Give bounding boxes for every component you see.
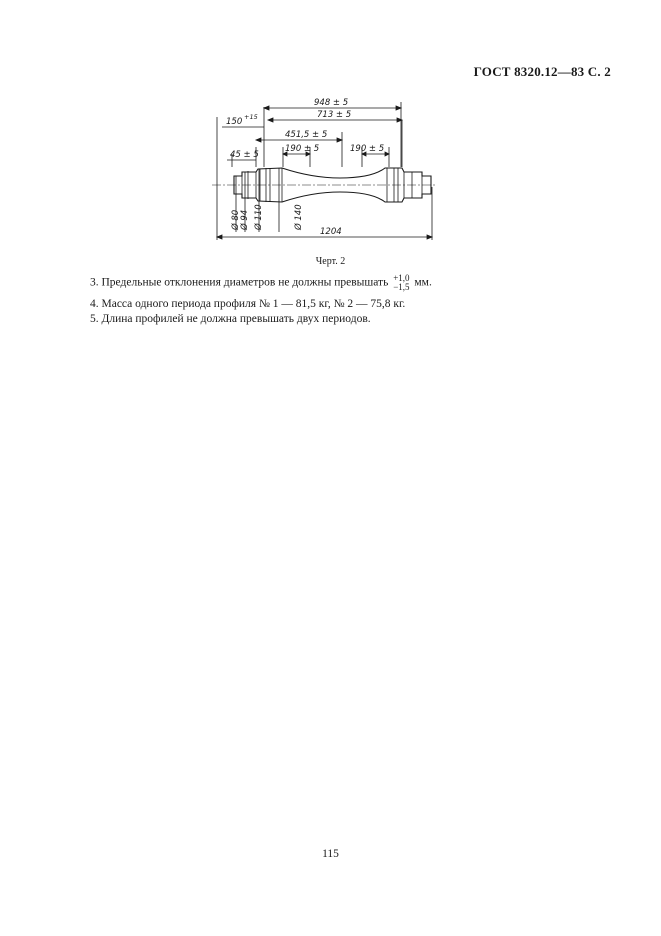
dimension-1204: 1204	[320, 227, 342, 237]
diameter-110: Ø 110	[254, 204, 264, 230]
diameter-94: Ø 94	[240, 209, 250, 230]
note-3	[90, 274, 432, 292]
note-5: 5. Длина профилей не должна превышать двух периодов.	[90, 313, 371, 325]
page-number: 115	[322, 848, 339, 860]
dimension-713: 713 ± 5	[317, 110, 352, 120]
tolerance-lower: −1,5	[393, 282, 410, 292]
dimension-948: 948 ± 5	[314, 98, 349, 108]
dimension-150-tolerance: +15	[244, 113, 258, 121]
dimension-190-right: 190 ± 5	[350, 144, 385, 154]
technical-drawing	[212, 92, 437, 242]
dimension-45: 45 ± 5	[230, 150, 259, 160]
tolerance-upper: +1,0	[393, 273, 410, 283]
diameter-140: Ø 140	[294, 204, 304, 230]
diameter-80: Ø 80	[231, 209, 241, 230]
document-header: ГОСТ 8320.12—83 С. 2	[473, 64, 611, 79]
note-4: 4. Масса одного периода профиля № 1 — 81,5 кг, № 2 — 75,8 кг.	[90, 298, 406, 310]
figure-caption: Черт. 2	[315, 256, 346, 267]
dimension-451: 451,5 ± 5	[285, 130, 328, 140]
dimension-150: 150	[226, 117, 243, 127]
note-3-text: 3. Предельные отклонения диаметров не должны превышать	[90, 276, 389, 289]
tolerance-stack	[393, 274, 409, 292]
dimension-190-left: 190 ± 5	[285, 144, 320, 154]
note-3-unit: мм.	[414, 276, 432, 289]
